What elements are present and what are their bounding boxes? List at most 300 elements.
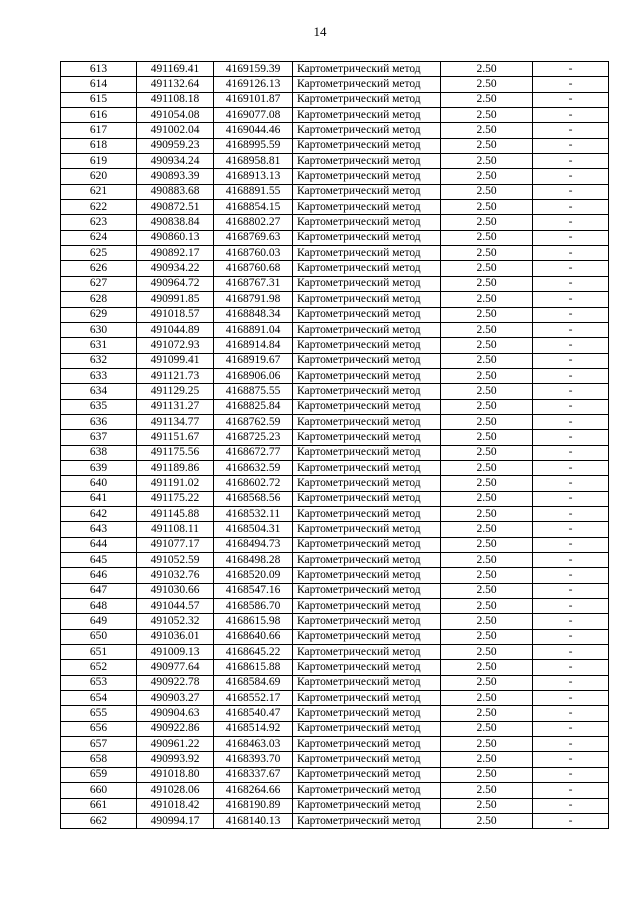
x-coordinate-cell: 491169.41 <box>137 62 214 77</box>
accuracy-cell: 2.50 <box>441 62 533 77</box>
point-number-cell: 631 <box>61 338 137 353</box>
x-coordinate-cell: 491072.93 <box>137 338 214 353</box>
note-cell: - <box>533 583 609 598</box>
table-row <box>61 261 609 276</box>
method-cell: Картометрический метод <box>293 629 441 644</box>
table-row <box>61 460 609 475</box>
table-row <box>61 169 609 184</box>
method-cell: Картометрический метод <box>293 767 441 782</box>
y-coordinate-cell: 4168615.88 <box>214 660 293 675</box>
accuracy-cell: 2.50 <box>441 77 533 92</box>
note-cell: - <box>533 261 609 276</box>
x-coordinate-cell: 490893.39 <box>137 169 214 184</box>
method-cell: Картометрический метод <box>293 399 441 414</box>
table-row <box>61 691 609 706</box>
y-coordinate-cell: 4168463.03 <box>214 737 293 752</box>
note-cell: - <box>533 307 609 322</box>
y-coordinate-cell: 4168140.13 <box>214 813 293 828</box>
x-coordinate-cell: 491129.25 <box>137 384 214 399</box>
accuracy-cell: 2.50 <box>441 414 533 429</box>
accuracy-cell: 2.50 <box>441 322 533 337</box>
method-cell: Картометрический метод <box>293 230 441 245</box>
note-cell: - <box>533 767 609 782</box>
accuracy-cell: 2.50 <box>441 537 533 552</box>
table-row <box>61 660 609 675</box>
y-coordinate-cell: 4168584.69 <box>214 675 293 690</box>
x-coordinate-cell: 491028.06 <box>137 783 214 798</box>
note-cell: - <box>533 368 609 383</box>
table-row <box>61 338 609 353</box>
accuracy-cell: 2.50 <box>441 399 533 414</box>
x-coordinate-cell: 491030.66 <box>137 583 214 598</box>
note-cell: - <box>533 721 609 736</box>
accuracy-cell: 2.50 <box>441 384 533 399</box>
point-number-cell: 615 <box>61 92 137 107</box>
y-coordinate-cell: 4168586.70 <box>214 599 293 614</box>
accuracy-cell: 2.50 <box>441 506 533 521</box>
point-number-cell: 654 <box>61 691 137 706</box>
method-cell: Картометрический метод <box>293 752 441 767</box>
accuracy-cell: 2.50 <box>441 215 533 230</box>
table-row <box>61 783 609 798</box>
note-cell: - <box>533 292 609 307</box>
point-number-cell: 647 <box>61 583 137 598</box>
x-coordinate-cell: 491036.01 <box>137 629 214 644</box>
note-cell: - <box>533 568 609 583</box>
table-row <box>61 384 609 399</box>
accuracy-cell: 2.50 <box>441 307 533 322</box>
y-coordinate-cell: 4168514.92 <box>214 721 293 736</box>
accuracy-cell: 2.50 <box>441 246 533 261</box>
x-coordinate-cell: 490904.63 <box>137 706 214 721</box>
table-row <box>61 506 609 521</box>
point-number-cell: 660 <box>61 783 137 798</box>
x-coordinate-cell: 490961.22 <box>137 737 214 752</box>
method-cell: Картометрический метод <box>293 737 441 752</box>
x-coordinate-cell: 491108.11 <box>137 522 214 537</box>
note-cell: - <box>533 783 609 798</box>
x-coordinate-cell: 491108.18 <box>137 92 214 107</box>
x-coordinate-cell: 491054.08 <box>137 108 214 123</box>
y-coordinate-cell: 4168504.31 <box>214 522 293 537</box>
accuracy-cell: 2.50 <box>441 568 533 583</box>
y-coordinate-cell: 4168875.55 <box>214 384 293 399</box>
table-row <box>61 414 609 429</box>
y-coordinate-cell: 4168891.04 <box>214 322 293 337</box>
point-number-cell: 624 <box>61 230 137 245</box>
x-coordinate-cell: 491145.88 <box>137 506 214 521</box>
coordinates-table-body <box>61 62 609 829</box>
note-cell: - <box>533 660 609 675</box>
note-cell: - <box>533 414 609 429</box>
x-coordinate-cell: 491175.22 <box>137 491 214 506</box>
table-row <box>61 491 609 506</box>
method-cell: Картометрический метод <box>293 430 441 445</box>
table-row <box>61 215 609 230</box>
table-row <box>61 445 609 460</box>
table-row <box>61 307 609 322</box>
note-cell: - <box>533 154 609 169</box>
accuracy-cell: 2.50 <box>441 476 533 491</box>
table-row <box>61 154 609 169</box>
note-cell: - <box>533 553 609 568</box>
method-cell: Картометрический метод <box>293 645 441 660</box>
method-cell: Картометрический метод <box>293 660 441 675</box>
x-coordinate-cell: 490872.51 <box>137 200 214 215</box>
note-cell: - <box>533 77 609 92</box>
note-cell: - <box>533 338 609 353</box>
point-number-cell: 637 <box>61 430 137 445</box>
accuracy-cell: 2.50 <box>441 230 533 245</box>
y-coordinate-cell: 4169101.87 <box>214 92 293 107</box>
point-number-cell: 648 <box>61 599 137 614</box>
method-cell: Картометрический метод <box>293 721 441 736</box>
x-coordinate-cell: 491175.56 <box>137 445 214 460</box>
accuracy-cell: 2.50 <box>441 445 533 460</box>
x-coordinate-cell: 491189.86 <box>137 460 214 475</box>
x-coordinate-cell: 491099.41 <box>137 353 214 368</box>
table-row <box>61 77 609 92</box>
table-row <box>61 230 609 245</box>
note-cell: - <box>533 200 609 215</box>
x-coordinate-cell: 491077.17 <box>137 537 214 552</box>
table-row <box>61 430 609 445</box>
y-coordinate-cell: 4168520.09 <box>214 568 293 583</box>
table-row <box>61 752 609 767</box>
method-cell: Картометрический метод <box>293 384 441 399</box>
accuracy-cell: 2.50 <box>441 276 533 291</box>
method-cell: Картометрический метод <box>293 276 441 291</box>
point-number-cell: 629 <box>61 307 137 322</box>
method-cell: Картометрический метод <box>293 77 441 92</box>
table-row <box>61 92 609 107</box>
method-cell: Картометрический метод <box>293 92 441 107</box>
note-cell: - <box>533 276 609 291</box>
method-cell: Картометрический метод <box>293 691 441 706</box>
accuracy-cell: 2.50 <box>441 123 533 138</box>
x-coordinate-cell: 491044.89 <box>137 322 214 337</box>
method-cell: Картометрический метод <box>293 675 441 690</box>
y-coordinate-cell: 4168393.70 <box>214 752 293 767</box>
x-coordinate-cell: 490883.68 <box>137 184 214 199</box>
accuracy-cell: 2.50 <box>441 675 533 690</box>
y-coordinate-cell: 4168547.16 <box>214 583 293 598</box>
method-cell: Картометрический метод <box>293 338 441 353</box>
point-number-cell: 636 <box>61 414 137 429</box>
note-cell: - <box>533 691 609 706</box>
note-cell: - <box>533 169 609 184</box>
y-coordinate-cell: 4168769.63 <box>214 230 293 245</box>
accuracy-cell: 2.50 <box>441 721 533 736</box>
note-cell: - <box>533 430 609 445</box>
accuracy-cell: 2.50 <box>441 706 533 721</box>
point-number-cell: 626 <box>61 261 137 276</box>
y-coordinate-cell: 4168913.13 <box>214 169 293 184</box>
point-number-cell: 644 <box>61 537 137 552</box>
point-number-cell: 638 <box>61 445 137 460</box>
table-row <box>61 123 609 138</box>
method-cell: Картометрический метод <box>293 184 441 199</box>
point-number-cell: 633 <box>61 368 137 383</box>
x-coordinate-cell: 491131.27 <box>137 399 214 414</box>
table-row <box>61 246 609 261</box>
y-coordinate-cell: 4168264.66 <box>214 783 293 798</box>
x-coordinate-cell: 491018.80 <box>137 767 214 782</box>
accuracy-cell: 2.50 <box>441 798 533 813</box>
y-coordinate-cell: 4168640.66 <box>214 629 293 644</box>
x-coordinate-cell: 490994.17 <box>137 813 214 828</box>
y-coordinate-cell: 4168995.59 <box>214 138 293 153</box>
note-cell: - <box>533 138 609 153</box>
accuracy-cell: 2.50 <box>441 338 533 353</box>
accuracy-cell: 2.50 <box>441 184 533 199</box>
y-coordinate-cell: 4168615.98 <box>214 614 293 629</box>
y-coordinate-cell: 4168802.27 <box>214 215 293 230</box>
point-number-cell: 645 <box>61 553 137 568</box>
y-coordinate-cell: 4168760.68 <box>214 261 293 276</box>
accuracy-cell: 2.50 <box>441 522 533 537</box>
y-coordinate-cell: 4168760.03 <box>214 246 293 261</box>
page-number: 14 <box>313 24 327 39</box>
point-number-cell: 652 <box>61 660 137 675</box>
note-cell: - <box>533 629 609 644</box>
x-coordinate-cell: 491032.76 <box>137 568 214 583</box>
accuracy-cell: 2.50 <box>441 292 533 307</box>
method-cell: Картометрический метод <box>293 614 441 629</box>
x-coordinate-cell: 491132.64 <box>137 77 214 92</box>
point-number-cell: 618 <box>61 138 137 153</box>
y-coordinate-cell: 4168672.77 <box>214 445 293 460</box>
table-row <box>61 614 609 629</box>
y-coordinate-cell: 4169126.13 <box>214 77 293 92</box>
point-number-cell: 621 <box>61 184 137 199</box>
note-cell: - <box>533 445 609 460</box>
table-row <box>61 184 609 199</box>
table-row <box>61 798 609 813</box>
method-cell: Картометрический метод <box>293 553 441 568</box>
method-cell: Картометрический метод <box>293 261 441 276</box>
y-coordinate-cell: 4168532.11 <box>214 506 293 521</box>
y-coordinate-cell: 4168825.84 <box>214 399 293 414</box>
table-row <box>61 322 609 337</box>
method-cell: Картометрический метод <box>293 460 441 475</box>
point-number-cell: 628 <box>61 292 137 307</box>
table-row <box>61 675 609 690</box>
table-row <box>61 138 609 153</box>
point-number-cell: 662 <box>61 813 137 828</box>
point-number-cell: 623 <box>61 215 137 230</box>
note-cell: - <box>533 506 609 521</box>
note-cell: - <box>533 215 609 230</box>
y-coordinate-cell: 4168762.59 <box>214 414 293 429</box>
accuracy-cell: 2.50 <box>441 138 533 153</box>
x-coordinate-cell: 490903.27 <box>137 691 214 706</box>
point-number-cell: 659 <box>61 767 137 782</box>
accuracy-cell: 2.50 <box>441 491 533 506</box>
point-number-cell: 655 <box>61 706 137 721</box>
y-coordinate-cell: 4168190.89 <box>214 798 293 813</box>
table-row <box>61 553 609 568</box>
note-cell: - <box>533 353 609 368</box>
note-cell: - <box>533 184 609 199</box>
point-number-cell: 630 <box>61 322 137 337</box>
accuracy-cell: 2.50 <box>441 614 533 629</box>
x-coordinate-cell: 491134.77 <box>137 414 214 429</box>
method-cell: Картометрический метод <box>293 353 441 368</box>
note-cell: - <box>533 645 609 660</box>
point-number-cell: 617 <box>61 123 137 138</box>
note-cell: - <box>533 92 609 107</box>
y-coordinate-cell: 4168552.17 <box>214 691 293 706</box>
method-cell: Картометрический метод <box>293 154 441 169</box>
table-row <box>61 767 609 782</box>
point-number-cell: 620 <box>61 169 137 184</box>
note-cell: - <box>533 322 609 337</box>
point-number-cell: 651 <box>61 645 137 660</box>
point-number-cell: 661 <box>61 798 137 813</box>
note-cell: - <box>533 752 609 767</box>
x-coordinate-cell: 490892.17 <box>137 246 214 261</box>
x-coordinate-cell: 490922.86 <box>137 721 214 736</box>
method-cell: Картометрический метод <box>293 568 441 583</box>
y-coordinate-cell: 4168906.06 <box>214 368 293 383</box>
accuracy-cell: 2.50 <box>441 261 533 276</box>
note-cell: - <box>533 460 609 475</box>
table-row <box>61 476 609 491</box>
y-coordinate-cell: 4169044.46 <box>214 123 293 138</box>
note-cell: - <box>533 813 609 828</box>
method-cell: Картометрический метод <box>293 292 441 307</box>
point-number-cell: 649 <box>61 614 137 629</box>
x-coordinate-cell: 491018.57 <box>137 307 214 322</box>
y-coordinate-cell: 4168854.15 <box>214 200 293 215</box>
method-cell: Картометрический метод <box>293 798 441 813</box>
x-coordinate-cell: 491052.59 <box>137 553 214 568</box>
point-number-cell: 627 <box>61 276 137 291</box>
y-coordinate-cell: 4169159.39 <box>214 62 293 77</box>
accuracy-cell: 2.50 <box>441 108 533 123</box>
accuracy-cell: 2.50 <box>441 460 533 475</box>
y-coordinate-cell: 4168568.56 <box>214 491 293 506</box>
note-cell: - <box>533 230 609 245</box>
note-cell: - <box>533 798 609 813</box>
y-coordinate-cell: 4168914.84 <box>214 338 293 353</box>
table-row <box>61 200 609 215</box>
method-cell: Картометрический метод <box>293 537 441 552</box>
x-coordinate-cell: 491002.04 <box>137 123 214 138</box>
method-cell: Картометрический метод <box>293 322 441 337</box>
y-coordinate-cell: 4168540.47 <box>214 706 293 721</box>
point-number-cell: 646 <box>61 568 137 583</box>
note-cell: - <box>533 476 609 491</box>
y-coordinate-cell: 4168791.98 <box>214 292 293 307</box>
note-cell: - <box>533 246 609 261</box>
method-cell: Картометрический метод <box>293 783 441 798</box>
x-coordinate-cell: 490934.24 <box>137 154 214 169</box>
coordinates-table <box>60 61 609 829</box>
y-coordinate-cell: 4168958.81 <box>214 154 293 169</box>
method-cell: Картометрический метод <box>293 813 441 828</box>
y-coordinate-cell: 4168891.55 <box>214 184 293 199</box>
method-cell: Картометрический метод <box>293 200 441 215</box>
accuracy-cell: 2.50 <box>441 752 533 767</box>
note-cell: - <box>533 737 609 752</box>
accuracy-cell: 2.50 <box>441 368 533 383</box>
y-coordinate-cell: 4168494.73 <box>214 537 293 552</box>
point-number-cell: 614 <box>61 77 137 92</box>
y-coordinate-cell: 4168498.28 <box>214 553 293 568</box>
accuracy-cell: 2.50 <box>441 583 533 598</box>
table-row <box>61 629 609 644</box>
x-coordinate-cell: 491009.13 <box>137 645 214 660</box>
x-coordinate-cell: 491044.57 <box>137 599 214 614</box>
y-coordinate-cell: 4168919.67 <box>214 353 293 368</box>
table-row <box>61 706 609 721</box>
table-row <box>61 645 609 660</box>
method-cell: Картометрический метод <box>293 445 441 460</box>
x-coordinate-cell: 490977.64 <box>137 660 214 675</box>
x-coordinate-cell: 490964.72 <box>137 276 214 291</box>
x-coordinate-cell: 490959.23 <box>137 138 214 153</box>
accuracy-cell: 2.50 <box>441 200 533 215</box>
method-cell: Картометрический метод <box>293 476 441 491</box>
method-cell: Картометрический метод <box>293 169 441 184</box>
accuracy-cell: 2.50 <box>441 92 533 107</box>
accuracy-cell: 2.50 <box>441 154 533 169</box>
accuracy-cell: 2.50 <box>441 783 533 798</box>
note-cell: - <box>533 108 609 123</box>
table-row <box>61 721 609 736</box>
note-cell: - <box>533 599 609 614</box>
point-number-cell: 616 <box>61 108 137 123</box>
y-coordinate-cell: 4168767.31 <box>214 276 293 291</box>
x-coordinate-cell: 491052.32 <box>137 614 214 629</box>
point-number-cell: 641 <box>61 491 137 506</box>
y-coordinate-cell: 4168848.34 <box>214 307 293 322</box>
note-cell: - <box>533 522 609 537</box>
x-coordinate-cell: 490993.92 <box>137 752 214 767</box>
note-cell: - <box>533 537 609 552</box>
accuracy-cell: 2.50 <box>441 553 533 568</box>
table-row <box>61 737 609 752</box>
method-cell: Картометрический метод <box>293 522 441 537</box>
method-cell: Картометрический метод <box>293 215 441 230</box>
method-cell: Картометрический метод <box>293 706 441 721</box>
note-cell: - <box>533 614 609 629</box>
note-cell: - <box>533 123 609 138</box>
x-coordinate-cell: 491121.73 <box>137 368 214 383</box>
method-cell: Картометрический метод <box>293 599 441 614</box>
table-row <box>61 813 609 828</box>
y-coordinate-cell: 4169077.08 <box>214 108 293 123</box>
method-cell: Картометрический метод <box>293 108 441 123</box>
point-number-cell: 635 <box>61 399 137 414</box>
method-cell: Картометрический метод <box>293 246 441 261</box>
point-number-cell: 650 <box>61 629 137 644</box>
x-coordinate-cell: 491018.42 <box>137 798 214 813</box>
y-coordinate-cell: 4168645.22 <box>214 645 293 660</box>
point-number-cell: 640 <box>61 476 137 491</box>
method-cell: Картометрический метод <box>293 368 441 383</box>
method-cell: Картометрический метод <box>293 138 441 153</box>
accuracy-cell: 2.50 <box>441 599 533 614</box>
point-number-cell: 656 <box>61 721 137 736</box>
note-cell: - <box>533 399 609 414</box>
method-cell: Картометрический метод <box>293 62 441 77</box>
table-row <box>61 292 609 307</box>
x-coordinate-cell: 490934.22 <box>137 261 214 276</box>
table-row <box>61 537 609 552</box>
